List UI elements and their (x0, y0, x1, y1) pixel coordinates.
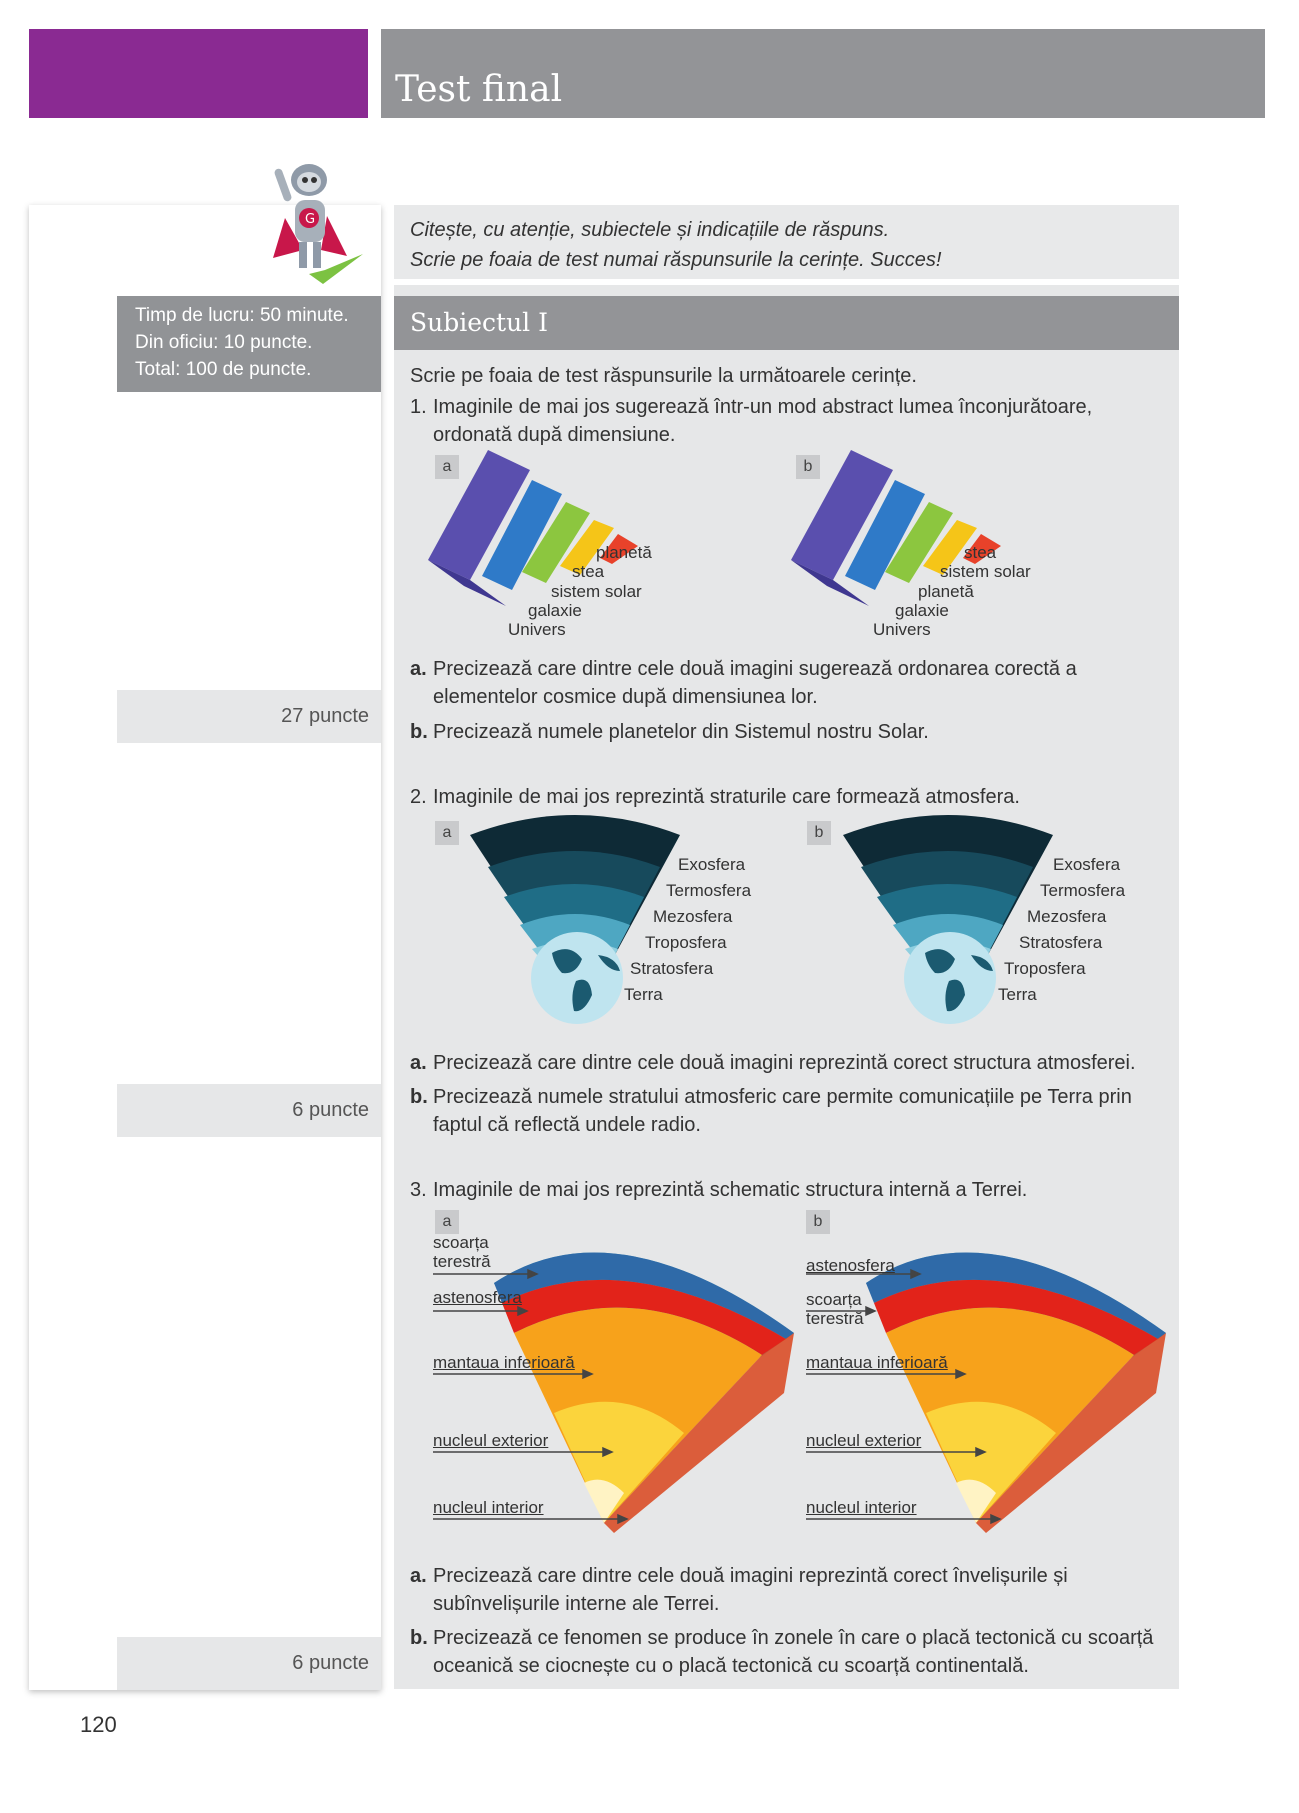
office-value: 10 puncte. (223, 332, 313, 353)
q2-tag-b: b (807, 821, 831, 845)
q3-a-letter: a. (410, 1565, 427, 1587)
q2-b-text: Precizează numele stratului atmosferic care permite comunicațiile pe Terra prin faptul că reflectă undele radio. (433, 1086, 1132, 1136)
q3-a-arrows (433, 1270, 633, 1540)
q1-b-letter: b. (410, 721, 428, 743)
q3-tag-a: a (435, 1210, 459, 1234)
page-title: Test final (395, 69, 563, 110)
intro-box (394, 205, 1179, 285)
q2-b-label-4: Stratosfera (1019, 933, 1103, 952)
points-q3: 6 puncte (117, 1637, 381, 1690)
total-value: 100 de puncte. (185, 359, 312, 380)
q1-number: 1. (410, 396, 427, 418)
left-column (29, 205, 381, 1690)
q3-b-text: Precizează ce fenomen se produce în zonele în care o placă tectonică cu scoarță oceanică se ciocnește cu o placă tectonică cu scoarță continentală. (433, 1627, 1154, 1677)
points-q1: 27 puncte (117, 690, 381, 743)
q2-b-label-6: Terra (998, 985, 1037, 1004)
intro-line-2: Scrie pe foaia de test numai răspunsurile la cerințe. Succes! (410, 249, 942, 271)
q1-b-label-2: sistem solar (940, 562, 1031, 581)
q1-b-text: Precizează numele planetelor din Sistemul nostru Solar. (433, 721, 929, 743)
q3-number: 3. (410, 1179, 427, 1201)
svg-text:G: G (305, 212, 316, 227)
q2-b-label-5: Troposfera (1004, 959, 1086, 978)
q3-b-label-4: nucleul exterior (806, 1431, 922, 1450)
q2-a-label-4: Troposfera (645, 933, 727, 952)
q3-a-label-4: nucleul exterior (433, 1431, 549, 1450)
q1-a-label-3: sistem solar (551, 582, 642, 601)
q2-b-label-3: Mezosfera (1027, 907, 1107, 926)
q2-a-label-5: Stratosfera (630, 959, 714, 978)
points-q2: 6 puncte (117, 1084, 381, 1137)
q1-a-text: Precizează care dintre cele două imagini sugerează ordonarea corectă a elementelor cosmice după dimensiunea lor. (433, 658, 1077, 708)
q1-tag-b: b (796, 455, 820, 479)
q1-a-label-5: Univers (508, 620, 566, 639)
q3-b-letter: b. (410, 1627, 428, 1649)
subject-title: Subiectul I (394, 296, 1179, 350)
header-bar (381, 29, 1265, 118)
q3-a-label-2: astenosfera (433, 1288, 522, 1307)
q1-a-label-4: galaxie (528, 601, 582, 620)
q1-tag-a: a (435, 455, 459, 479)
q3-b-label-5: nucleul interior (806, 1498, 917, 1517)
q3-b-label-3: mantaua inferioară (806, 1353, 948, 1372)
q3-a-text: Precizează care dintre cele două imagini reprezintă corect învelișurile și subînvelișurile interne ale Terrei. (433, 1565, 1068, 1615)
header-accent-block (29, 29, 368, 118)
q2-b-label-2: Termosfera (1040, 881, 1126, 900)
q3-b-label-2: scoarța terestră (806, 1290, 864, 1328)
time-info-box (117, 296, 381, 392)
q1-b-label-5: Univers (873, 620, 931, 639)
q3-b-arrows (806, 1270, 1006, 1540)
q2-a-label-6: Terra (624, 985, 663, 1004)
q3-b-label-1: astenosfera (806, 1256, 895, 1275)
q2-b-letter: b. (410, 1086, 428, 1108)
q1-b-label-4: galaxie (895, 601, 949, 620)
mascot-icon (265, 158, 365, 284)
q3-a-label-3: mantaua inferioară (433, 1353, 575, 1372)
intro-line-1: Citește, cu atenție, subiectele și indicațiile de răspuns. (410, 219, 890, 241)
q2-text: Imaginile de mai jos reprezintă straturile care formează atmosfera. (433, 786, 1020, 808)
q2-tag-a: a (435, 821, 459, 845)
q3-text: Imaginile de mai jos reprezintă schematic structura internă a Terrei. (433, 1179, 1028, 1201)
q1-a-label-1: planetă (596, 543, 652, 562)
q1-a-label-2: stea (572, 562, 605, 581)
q3-tag-b: b (806, 1210, 830, 1234)
instruction: Scrie pe foaia de test răspunsurile la următoarele cerințe. (410, 365, 917, 387)
q2-a-label-2: Termosfera (666, 881, 752, 900)
page-number: 120 (80, 1712, 117, 1737)
q2-number: 2. (410, 786, 427, 808)
q2-a-letter: a. (410, 1052, 427, 1074)
q3-a-label-5: nucleul interior (433, 1498, 544, 1517)
q1-b-label-1: stea (964, 543, 997, 562)
q2-b-label-1: Exosfera (1053, 855, 1121, 874)
q2-a-label-3: Mezosfera (653, 907, 733, 926)
time-value: 50 minute. (259, 305, 349, 326)
office-label: Din oficiu: (135, 332, 219, 353)
q1-a-letter: a. (410, 658, 427, 680)
time-label: Timp de lucru: (135, 305, 255, 326)
q2-a-text: Precizează care dintre cele două imagini reprezintă corect structura atmosferei. (433, 1052, 1136, 1074)
q3-a-label-1: scoarța terestră (433, 1233, 491, 1271)
total-label: Total: (135, 359, 181, 380)
q2-a-label-1: Exosfera (678, 855, 746, 874)
q1-b-label-3: planetă (918, 582, 974, 601)
q1-text: Imaginile de mai jos sugerează într-un mod abstract lumea înconjurătoare, ordonată după dimensiune. (433, 396, 1093, 446)
